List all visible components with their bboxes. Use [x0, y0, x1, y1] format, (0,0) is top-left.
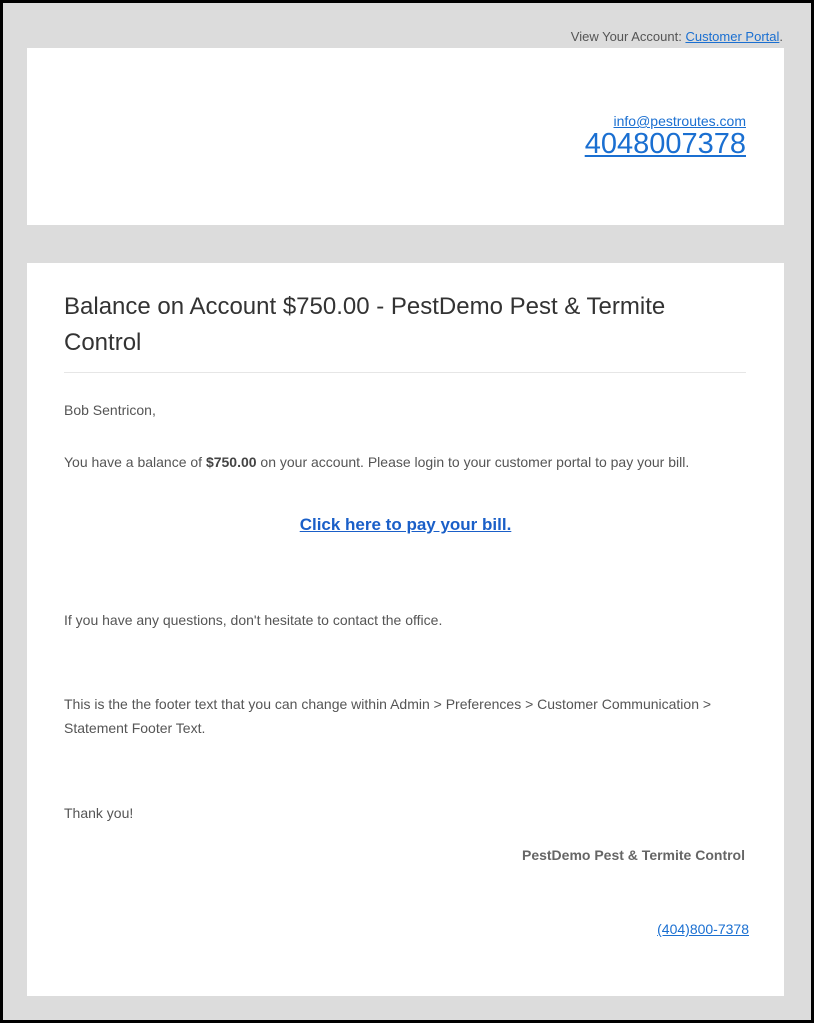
- company-signature: PestDemo Pest & Termite Control: [521, 847, 745, 863]
- footer-text: This is the the footer text that you can change within Admin > Preferences > Customer Communication > Statement Footer Text.: [64, 696, 712, 736]
- footer-phone-link[interactable]: (404)800-7378: [657, 921, 749, 937]
- account-label: View Your Account:: [570, 29, 686, 44]
- pay-bill-link[interactable]: Click here to pay your bill.: [299, 515, 512, 534]
- account-trailing: .: [779, 29, 783, 44]
- account-bar: [3, 29, 811, 47]
- contact-block: [585, 113, 746, 159]
- thanks-text: Thank you!: [64, 805, 134, 821]
- balance-suffix: on your account. Please login to your customer portal to pay your bill.: [256, 454, 690, 470]
- balance-amount: $750.00: [205, 454, 257, 470]
- contact-email-link[interactable]: info@pestroutes.com: [613, 113, 746, 129]
- customer-portal-link[interactable]: Customer Portal: [685, 29, 780, 44]
- footer-phone: [657, 921, 749, 937]
- email-title: Balance on Account $750.00 - PestDemo Pest & Termite Control: [64, 293, 666, 356]
- title-divider: [64, 372, 746, 373]
- contact-phone-link[interactable]: 4048007378: [584, 128, 746, 160]
- message-card: [27, 263, 784, 996]
- balance-text: [64, 450, 754, 474]
- questions-text: If you have any questions, don't hesitate to contact the office.: [64, 612, 443, 628]
- header-card: [27, 48, 784, 225]
- balance-prefix: You have a balance of: [64, 454, 206, 470]
- greeting: Bob Sentricon,: [64, 402, 156, 418]
- pay-link-container: [27, 515, 784, 535]
